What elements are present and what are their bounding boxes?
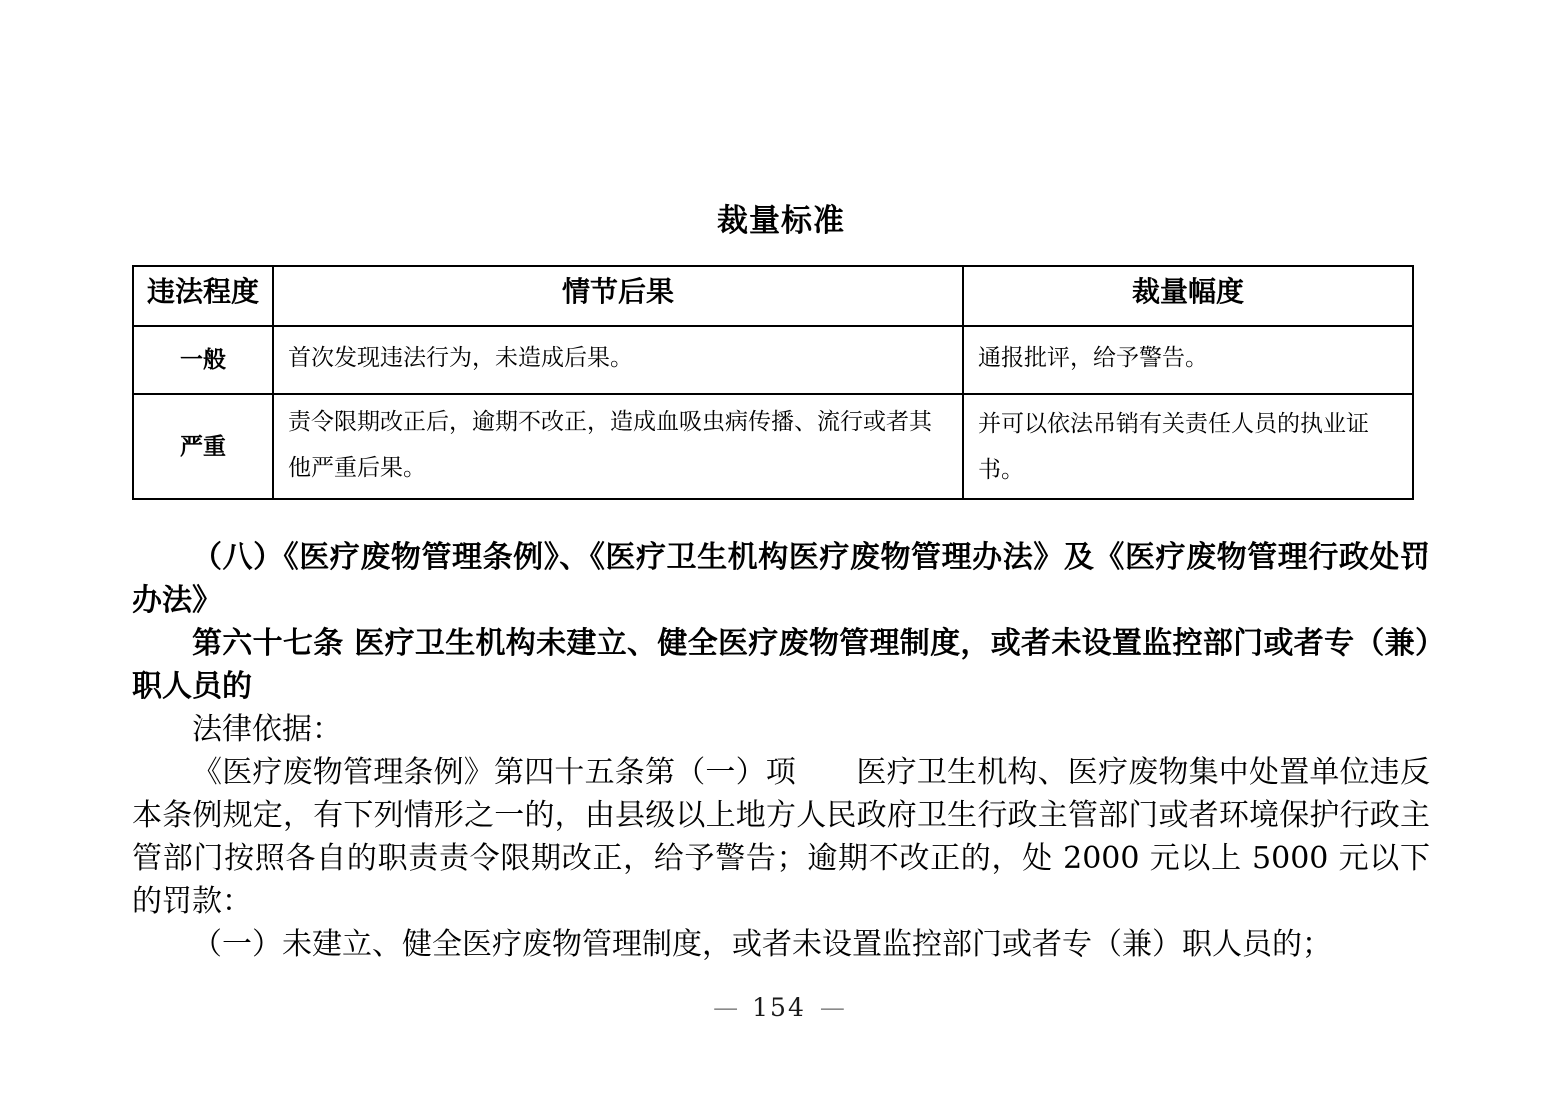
header-circumstance-consequence: 情节后果	[273, 266, 963, 326]
range-cell: 并可以依法吊销有关责任人员的执业证书。	[963, 394, 1413, 499]
range-cell: 通报批评，给予警告。	[963, 326, 1413, 394]
circumstance-cell: 首次发现违法行为，未造成后果。	[273, 326, 963, 394]
table-row-general	[133, 326, 1413, 394]
header-violation-degree: 违法程度	[133, 266, 273, 326]
page-footer	[0, 993, 1558, 1022]
item-one: （一）未建立、健全医疗废物管理制度，或者未设置监控部门或者专（兼）职人员的；	[192, 927, 1332, 962]
circumstance-cell: 责令限期改正后，逾期不改正，造成血吸虫病传播、流行或者其他严重后果。	[273, 394, 963, 499]
discretion-standards-table	[132, 265, 1414, 500]
footer-left-dash: —	[713, 993, 739, 1022]
table-row-severe	[133, 394, 1413, 499]
degree-cell: 一般	[133, 326, 273, 394]
degree-cell: 严重	[133, 394, 273, 499]
body-text	[132, 536, 1430, 966]
footer-right-dash: —	[819, 993, 845, 1022]
article-heading: 第六十七条 医疗卫生机构未建立、健全医疗废物管理制度，或者未设置监控部门或者专（兼）职人员的	[132, 626, 1430, 704]
section-heading: （八）《医疗废物管理条例》、《医疗卫生机构医疗废物管理办法》及《医疗废物管理行政处罚办法》	[132, 540, 1430, 618]
document-title: 裁量标准	[717, 203, 845, 238]
legal-basis-text: 《医疗废物管理条例》第四十五条第（一）项 医疗卫生机构、医疗废物集中处置单位违反本条例规定，有下列情形之一的，由县级以上地方人民政府卫生行政主管部门或者环境保护行政主管部门按照各自的职责责令限期改正，给予警告；逾期不改正的，处 2000 元以上 5000 元以下的罚款：	[132, 755, 1430, 919]
page-number: 154	[752, 993, 806, 1022]
header-discretion-range: 裁量幅度	[963, 266, 1413, 326]
table-header-row	[133, 266, 1413, 326]
legal-basis-label: 法律依据：	[192, 712, 342, 747]
